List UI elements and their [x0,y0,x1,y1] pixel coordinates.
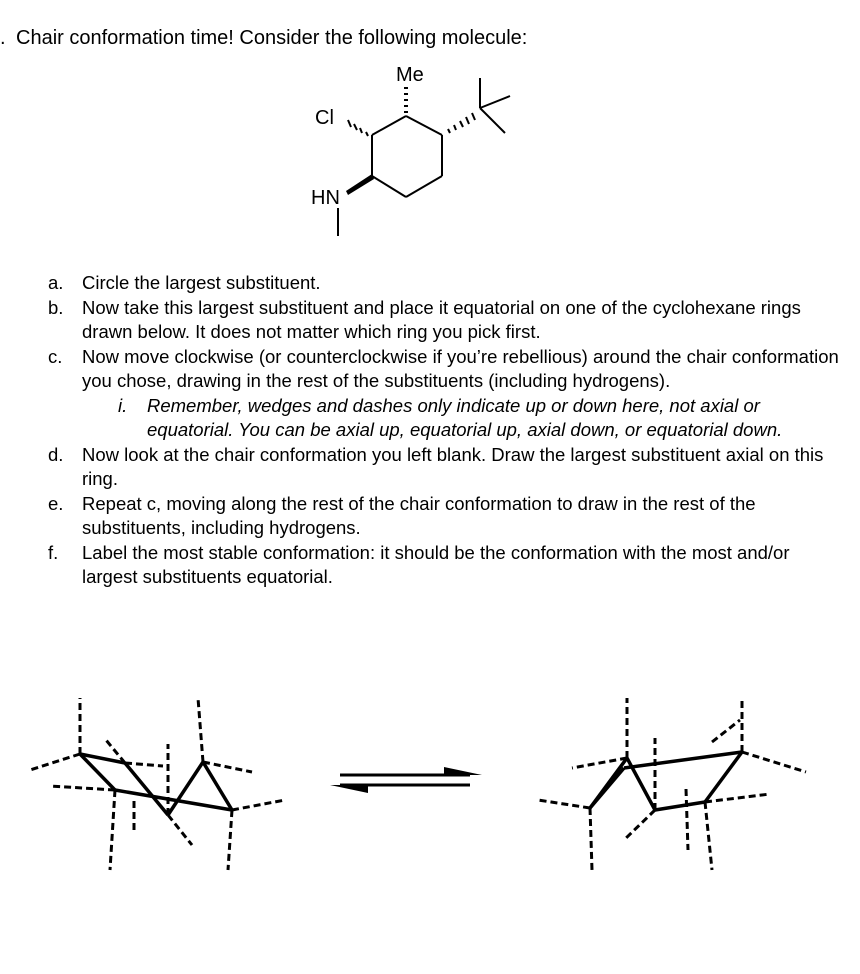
question-prefix: . [0,27,6,49]
equilibrium-arrows [330,767,482,793]
question-title [0,27,527,50]
list-text: Circle the largest substituent. [82,272,321,293]
list-text: Label the most stable conformation: it should be the conformation with the most and/or largest substituents equatorial. [82,541,790,587]
list-text: Repeat c, moving along the rest of the chair conformation to draw in the rest of the substituents, including hydrogens. [82,492,756,538]
list-letter: i. [118,394,128,416]
list-item-b [48,296,848,345]
label-methyl: Me [396,64,424,86]
list-text: Now look at the chair conformation you left blank. Draw the largest substituent axial on this ring. [82,443,824,489]
list-letter: d. [48,443,64,465]
chair-conformations [0,690,860,895]
ring-bond [372,116,406,135]
left-chair [30,698,285,870]
list-letter: b. [48,296,64,318]
list-item-e [48,492,848,541]
list-item-f [48,541,848,590]
hashed-bond-me [404,88,408,112]
ring-bond [372,176,406,197]
list-item-a [48,271,848,296]
list-letter: c. [48,345,63,367]
right-chair [538,698,806,870]
chair-drawing [0,690,860,890]
list-item-c [48,345,848,394]
wedge-bond-n [346,174,374,195]
list-item-d [48,443,848,492]
label-amine: HN [311,187,340,209]
ring-bond [406,176,442,197]
list-letter: a. [48,272,64,293]
hashed-bond-tbu [448,113,475,133]
hashed-bond-cl [348,120,368,136]
list-text: Remember, wedges and dashes only indicate up or down here, not axial or equatorial. You can be axial up, equatorial up, axial down, or equatorial down. [147,394,783,440]
list-text: Now take this largest substituent and place it equatorial on one of the cyclohexane rings drawn below. It does not matter which ring you pick first. [82,296,801,342]
list-letter: e. [48,492,64,514]
list-item-c-i [48,394,848,443]
molecule-structure [300,58,540,253]
instruction-list [48,271,848,590]
tbu-bond [480,108,505,133]
list-text: Now move clockwise (or counterclockwise if you’re rebellious) around the chair conformation you chose, drawing in the rest of the substituents (including hydrogens). [82,345,839,391]
list-letter: f. [48,541,59,563]
label-chlorine: Cl [315,107,334,129]
ring-bond [406,116,442,135]
question-title-text: Chair conformation time! Consider the following molecule: [16,27,528,49]
tbu-bond [480,96,510,108]
